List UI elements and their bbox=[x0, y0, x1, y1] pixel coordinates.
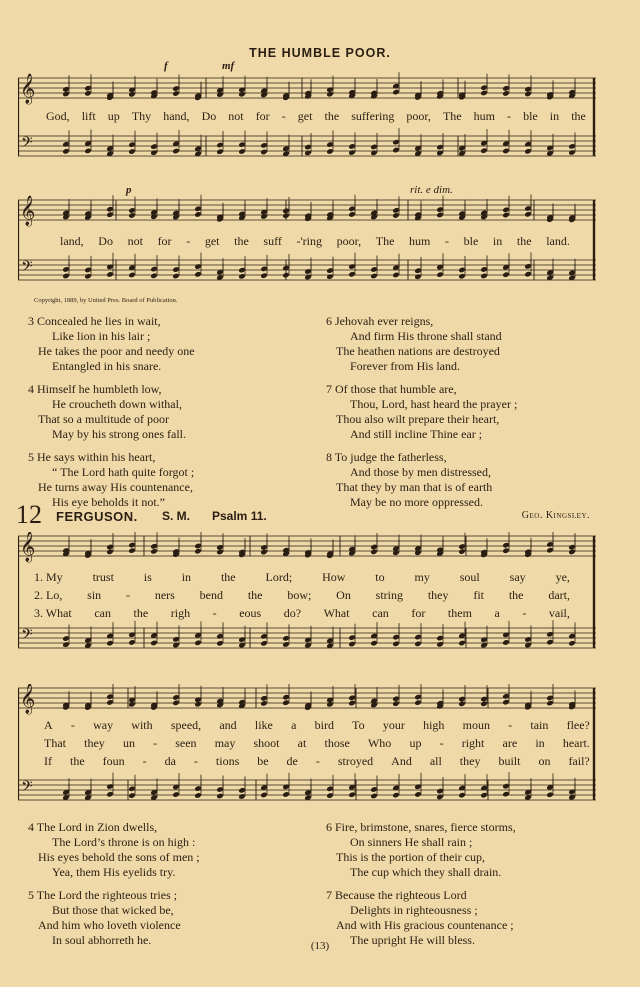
lyric-syllable: they bbox=[427, 588, 449, 602]
lyric-syllable: - bbox=[507, 109, 512, 123]
psalm-ref: Psalm 11. bbox=[212, 509, 267, 523]
lyric-syllable: 3. What bbox=[34, 606, 72, 620]
verses-right-top bbox=[326, 314, 616, 518]
lyrics-4-verse-2 bbox=[44, 736, 590, 751]
verse-line: May by his strong ones fall. bbox=[52, 427, 186, 441]
verse-line: And with His gracious countenance ; bbox=[336, 918, 514, 932]
lyric-syllable: built bbox=[498, 754, 521, 768]
lyric-syllable: the bbox=[133, 606, 149, 620]
lyric-syllable: on bbox=[538, 754, 551, 768]
verse-number: 3 bbox=[28, 314, 34, 328]
lyric-syllable: trust bbox=[92, 570, 114, 584]
lyric-syllable: ners bbox=[154, 588, 175, 602]
lyrics-line-2 bbox=[60, 234, 570, 249]
lyric-syllable: they bbox=[84, 736, 105, 750]
lyric-syllable: seen bbox=[175, 736, 197, 750]
lyric-syllable: may bbox=[214, 736, 236, 750]
lyric-syllable: de bbox=[286, 754, 298, 768]
lyric-syllable: in bbox=[549, 109, 560, 123]
lyric-syllable: in bbox=[181, 570, 192, 584]
lyric-syllable: - bbox=[522, 606, 527, 620]
lyric-syllable: - bbox=[212, 606, 217, 620]
lyric-syllable: the bbox=[247, 588, 263, 602]
verse-number: 6 bbox=[326, 314, 332, 328]
lyric-syllable: in bbox=[492, 234, 503, 248]
lyric-syllable: way bbox=[93, 718, 114, 732]
clef-symbol: 𝄢 bbox=[21, 778, 33, 799]
verse-stanza bbox=[28, 888, 318, 948]
lyric-syllable: heart. bbox=[562, 736, 590, 750]
lyric-syllable: moun bbox=[462, 718, 490, 732]
verse-line: Like lion in his lair ; bbox=[52, 329, 151, 343]
lyric-syllable: And bbox=[391, 754, 412, 768]
lyric-syllable: God, bbox=[46, 109, 70, 123]
verse-line: “ The Lord hath quite forgot ; bbox=[52, 465, 195, 479]
verse-number: 5 bbox=[28, 450, 34, 464]
lyric-syllable: Do bbox=[98, 234, 113, 248]
lyric-syllable: be bbox=[257, 754, 269, 768]
lyric-syllable: for bbox=[157, 234, 172, 248]
lyric-syllable: On bbox=[336, 588, 351, 602]
lyrics-3-verse-3 bbox=[34, 606, 570, 621]
verse-line: That they by man that is of earth bbox=[336, 480, 493, 494]
copyright-notice: Copyright, 1889, by United Pres. Board of Publication. bbox=[34, 297, 178, 304]
lyric-syllable: at bbox=[297, 736, 307, 750]
lyric-syllable: in bbox=[535, 736, 545, 750]
verse-number: 4 bbox=[28, 820, 34, 834]
lyric-syllable: - bbox=[445, 234, 449, 248]
verse-stanza bbox=[326, 382, 616, 442]
lyric-syllable: ble bbox=[523, 109, 538, 123]
verse-line: His eye beholds it not.” bbox=[52, 495, 165, 509]
verse-stanza bbox=[28, 314, 318, 374]
lyrics-4-verse-3 bbox=[44, 754, 590, 769]
verse-stanza bbox=[28, 820, 318, 880]
lyrics-line-1 bbox=[46, 109, 586, 124]
lyric-syllable: the bbox=[69, 754, 85, 768]
lyric-syllable: are bbox=[502, 736, 518, 750]
lyric-syllable: land, bbox=[60, 234, 84, 248]
lyric-syllable: ye, bbox=[555, 570, 570, 584]
verses-left-bottom bbox=[28, 820, 318, 956]
lyric-syllable: righ bbox=[170, 606, 191, 620]
lyric-syllable: get bbox=[297, 109, 313, 123]
lyric-syllable: - bbox=[439, 736, 444, 750]
lyric-syllable: sin bbox=[87, 588, 102, 602]
lyric-syllable: the bbox=[234, 234, 249, 248]
verse-line: And still incline Thine ear ; bbox=[350, 427, 483, 441]
lyric-syllable: shoot bbox=[253, 736, 280, 750]
lyric-syllable: bow; bbox=[287, 588, 312, 602]
lyric-syllable: - bbox=[281, 109, 286, 123]
lyric-syllable: all bbox=[429, 754, 442, 768]
lyric-syllable: How bbox=[322, 570, 346, 584]
clef-symbol: 𝄞 bbox=[20, 532, 36, 562]
lyric-syllable: 2. Lo, bbox=[34, 588, 63, 602]
verse-line: This is the portion of their cup, bbox=[336, 850, 485, 864]
lyrics-3-verse-1 bbox=[34, 570, 570, 585]
verse-line: Jehovah ever reigns, bbox=[335, 314, 434, 328]
ritardando-marking: rit. e dim. bbox=[410, 184, 453, 196]
verse-line: Forever from His land. bbox=[350, 359, 460, 373]
lyric-syllable: bird bbox=[314, 718, 334, 732]
lyric-syllable: them bbox=[447, 606, 472, 620]
verse-line: That so a multitude of poor bbox=[38, 412, 169, 426]
hymn-number: 12 bbox=[16, 500, 42, 529]
verse-line: To judge the fatherless, bbox=[334, 450, 447, 464]
lyric-syllable: speed, bbox=[170, 718, 202, 732]
lyric-syllable: string bbox=[375, 588, 403, 602]
verse-line: Thou, Lord, hast heard the prayer ; bbox=[350, 397, 518, 411]
verses-left-top bbox=[28, 314, 318, 518]
tune-name: FERGUSON. bbox=[56, 509, 138, 524]
lyric-syllable: - bbox=[508, 718, 513, 732]
verse-line: Entangled in his snare. bbox=[52, 359, 162, 373]
lyric-syllable: not bbox=[228, 109, 244, 123]
verse-number: 7 bbox=[326, 888, 332, 902]
lyric-syllable: - bbox=[153, 736, 158, 750]
dynamic-forte: f bbox=[164, 60, 168, 72]
lyric-syllable: the bbox=[220, 570, 236, 584]
verse-line: In soul abhorreth he. bbox=[52, 933, 152, 947]
lyric-syllable: suffering bbox=[351, 109, 395, 123]
lyric-syllable: tions bbox=[215, 754, 240, 768]
lyric-syllable: do? bbox=[283, 606, 302, 620]
clef-symbol: 𝄞 bbox=[20, 196, 36, 226]
lyric-syllable: A bbox=[44, 718, 53, 732]
lyric-syllable: is bbox=[143, 570, 152, 584]
clef-symbol: 𝄞 bbox=[20, 684, 36, 714]
lyric-syllable: flee? bbox=[566, 718, 590, 732]
lyric-syllable: If bbox=[44, 754, 52, 768]
verse-stanza bbox=[326, 820, 616, 880]
lyric-syllable: not bbox=[127, 234, 143, 248]
lyric-syllable: can bbox=[94, 606, 111, 620]
lyric-syllable: -'ring bbox=[296, 234, 322, 248]
lyric-syllable: Thy bbox=[131, 109, 152, 123]
lyric-syllable: and bbox=[219, 718, 237, 732]
clef-symbol: 𝄞 bbox=[20, 74, 36, 104]
lyric-syllable: the bbox=[324, 109, 340, 123]
lyric-syllable: soul bbox=[459, 570, 480, 584]
verse-line: May be no more oppressed. bbox=[350, 495, 483, 509]
lyric-syllable: vail, bbox=[548, 606, 570, 620]
verse-line: He takes the poor and needy one bbox=[38, 344, 195, 358]
lyric-syllable: dart, bbox=[548, 588, 570, 602]
verse-line: Himself he humbleth low, bbox=[37, 382, 162, 396]
verse-number: 6 bbox=[326, 820, 332, 834]
verse-stanza bbox=[326, 888, 616, 948]
lyric-syllable: a bbox=[291, 718, 297, 732]
lyric-syllable: suff bbox=[263, 234, 282, 248]
lyric-syllable: The bbox=[375, 234, 395, 248]
lyrics-4-verse-1 bbox=[44, 718, 590, 733]
lyric-syllable: foun bbox=[102, 754, 125, 768]
verse-stanza bbox=[326, 314, 616, 374]
lyric-syllable: - bbox=[193, 754, 198, 768]
lyric-syllable: To bbox=[352, 718, 365, 732]
verse-number: 7 bbox=[326, 382, 332, 396]
lyric-syllable: right bbox=[461, 736, 485, 750]
lyric-syllable: up bbox=[409, 736, 422, 750]
lyric-syllable: the bbox=[508, 588, 524, 602]
verse-line: Yea, them His eyelids try. bbox=[52, 865, 176, 879]
clef-symbol: 𝄢 bbox=[21, 258, 33, 279]
verse-line: Of those that humble are, bbox=[335, 382, 457, 396]
lyric-syllable: What bbox=[323, 606, 350, 620]
verse-line: The heathen nations are destroyed bbox=[336, 344, 500, 358]
page-number: (13) bbox=[310, 940, 330, 952]
verse-stanza bbox=[326, 450, 616, 510]
verse-line: The Lord the righteous tries ; bbox=[36, 888, 178, 902]
lyric-syllable: - bbox=[126, 588, 131, 602]
lyric-syllable: land. bbox=[546, 234, 570, 248]
lyric-syllable: with bbox=[131, 718, 153, 732]
lyric-syllable: fail? bbox=[568, 754, 590, 768]
lyric-syllable: up bbox=[107, 109, 120, 123]
lyric-syllable: - bbox=[70, 718, 75, 732]
lyric-syllable: Who bbox=[367, 736, 392, 750]
lyric-syllable: poor, bbox=[406, 109, 431, 123]
lyric-syllable: to bbox=[375, 570, 385, 584]
verse-stanza bbox=[28, 382, 318, 442]
verse-line: And those by men distressed, bbox=[350, 465, 491, 479]
lyrics-3-verse-2 bbox=[34, 588, 570, 603]
dynamic-piano: p bbox=[126, 184, 132, 196]
lyric-syllable: - bbox=[315, 754, 320, 768]
verse-line: Thou also wilt prepare their heart, bbox=[336, 412, 500, 426]
lyric-syllable: hum bbox=[409, 234, 431, 248]
lyric-syllable: hand, bbox=[163, 109, 190, 123]
lyric-syllable: un bbox=[122, 736, 135, 750]
lyric-syllable: hum bbox=[473, 109, 495, 123]
lyric-syllable: get bbox=[204, 234, 220, 248]
lyric-syllable: bend bbox=[199, 588, 223, 602]
lyric-syllable: high bbox=[423, 718, 445, 732]
lyric-syllable: That bbox=[44, 736, 66, 750]
verse-number: 5 bbox=[28, 888, 34, 902]
verse-line: But those that wicked be, bbox=[52, 903, 174, 917]
clef-symbol: 𝄢 bbox=[21, 134, 33, 155]
hymn-title: THE HUMBLE POOR. bbox=[249, 46, 391, 60]
lyric-syllable: lift bbox=[81, 109, 96, 123]
lyric-syllable: the bbox=[571, 109, 586, 123]
verse-line: The Lord in Zion dwells, bbox=[36, 820, 158, 834]
lyric-syllable: Do bbox=[201, 109, 217, 123]
lyric-syllable: The bbox=[442, 109, 462, 123]
lyric-syllable: for bbox=[255, 109, 270, 123]
lyric-syllable: da bbox=[164, 754, 176, 768]
lyric-syllable: my bbox=[414, 570, 430, 584]
lyric-syllable: ble bbox=[463, 234, 479, 248]
lyric-syllable: those bbox=[324, 736, 350, 750]
verse-line: His eyes behold the sons of men ; bbox=[38, 850, 200, 864]
verse-line: The cup which they shall drain. bbox=[350, 865, 502, 879]
verse-stanza bbox=[28, 450, 318, 510]
lyric-syllable: they bbox=[459, 754, 481, 768]
verse-line: The Lord’s throne is on high : bbox=[52, 835, 196, 849]
lyric-syllable: say bbox=[509, 570, 526, 584]
lyric-syllable: eous bbox=[239, 606, 262, 620]
lyric-syllable: the bbox=[516, 234, 532, 248]
verse-number: 8 bbox=[326, 450, 332, 464]
lyric-syllable: Lord; bbox=[265, 570, 293, 584]
lyric-syllable: tain bbox=[530, 718, 549, 732]
verses-right-bottom bbox=[326, 820, 616, 956]
lyric-syllable: 1. My bbox=[34, 570, 63, 584]
lyric-syllable: stroyed bbox=[337, 754, 374, 768]
lyric-syllable: a bbox=[494, 606, 500, 620]
lyric-syllable: can bbox=[372, 606, 389, 620]
clef-symbol: 𝄢 bbox=[21, 626, 33, 647]
dynamic-mezzo-forte: mf bbox=[222, 60, 235, 72]
lyric-syllable: like bbox=[254, 718, 273, 732]
verse-line: Fire, brimstone, snares, fierce storms, bbox=[335, 820, 516, 834]
verse-line: Delights in righteousness ; bbox=[350, 903, 478, 917]
lyric-syllable: for bbox=[411, 606, 426, 620]
verse-line: Because the righteous Lord bbox=[335, 888, 467, 902]
verse-line: He turns away His countenance, bbox=[38, 480, 193, 494]
verse-line: He says within his heart, bbox=[37, 450, 156, 464]
verse-number: 4 bbox=[28, 382, 34, 396]
lyric-syllable: - bbox=[142, 754, 147, 768]
verse-line: And him who loveth violence bbox=[38, 918, 181, 932]
verse-line: And firm His throne shall stand bbox=[350, 329, 502, 343]
meter: S. M. bbox=[162, 509, 191, 523]
lyric-syllable: your bbox=[382, 718, 405, 732]
verse-line: The upright He will bless. bbox=[350, 933, 475, 947]
lyric-syllable: fit bbox=[473, 588, 484, 602]
verse-line: On sinners He shall rain ; bbox=[350, 835, 473, 849]
verse-line: Concealed he lies in wait, bbox=[37, 314, 161, 328]
lyric-syllable: - bbox=[186, 234, 191, 248]
lyric-syllable: poor, bbox=[336, 234, 362, 248]
verse-line: He croucheth down withal, bbox=[52, 397, 182, 411]
composer: Geo. Kingsley. bbox=[521, 510, 590, 521]
